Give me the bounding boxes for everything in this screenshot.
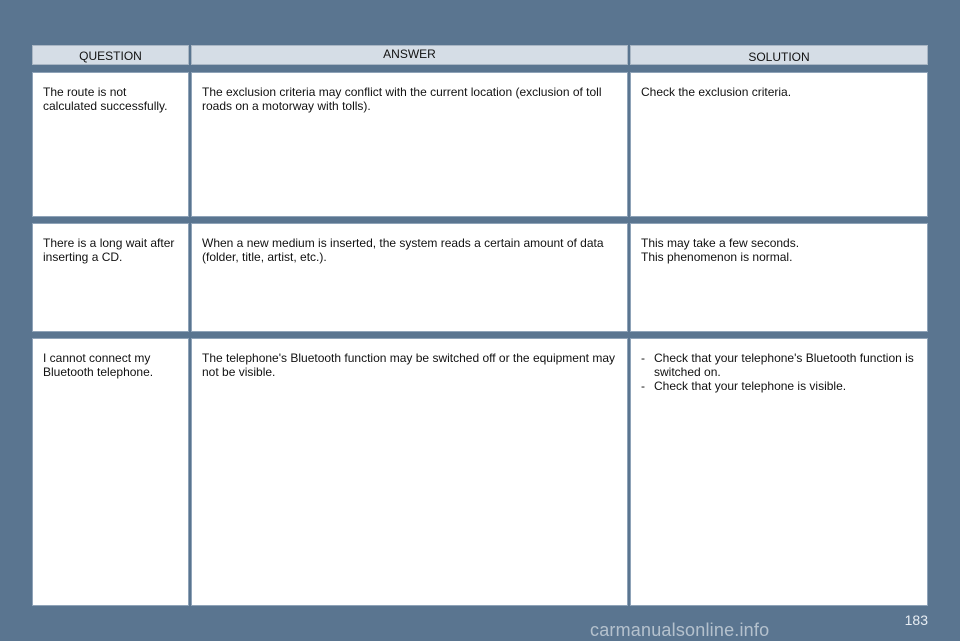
row-1-solution	[630, 72, 928, 217]
row-3-solution-list	[641, 351, 917, 393]
header-question-label: QUESTION	[79, 49, 142, 63]
page-number: 183	[904, 612, 928, 628]
watermark: carmanualsonline.info	[590, 620, 770, 640]
list-item: - Check that your telephone is visible.	[641, 379, 917, 393]
row-1-question-text: The route is not calculated successfully.	[43, 85, 168, 113]
row-3-solution	[630, 338, 928, 606]
row-1-answer-text: The exclusion criteria may conflict with the current location (exclusion of toll roads on a motorway with tolls).	[202, 85, 602, 113]
row-1-question	[32, 72, 189, 217]
row-1-solution-line-1: Check the exclusion criteria.	[641, 85, 792, 99]
row-1-answer	[191, 72, 628, 217]
header-answer	[191, 45, 628, 65]
row-2-solution-line-1: This may take a few seconds.	[641, 236, 800, 250]
header-solution-label: SOLUTION	[748, 50, 810, 64]
row-2-question-text: There is a long wait after inserting a CD.	[43, 236, 175, 264]
row-2-answer	[191, 223, 628, 332]
row-3-question	[32, 338, 189, 606]
header-answer-label: ANSWER	[383, 47, 436, 61]
row-2-answer-text: When a new medium is inserted, the system reads a certain amount of data (folder, title, artist, etc.).	[202, 236, 604, 264]
row-3-question-text: I cannot connect my Bluetooth telephone.	[43, 351, 154, 379]
list-item: - Check that your telephone's Bluetooth function is switched on.	[641, 351, 917, 379]
row-3-answer-text: The telephone's Bluetooth function may be switched off or the equipment may not be visible.	[202, 351, 615, 379]
header-question	[32, 45, 189, 65]
row-3-answer	[191, 338, 628, 606]
row-2-solution	[630, 223, 928, 332]
header-solution	[630, 45, 928, 65]
row-2-solution-line-2: This phenomenon is normal.	[641, 250, 793, 264]
row-2-question	[32, 223, 189, 332]
